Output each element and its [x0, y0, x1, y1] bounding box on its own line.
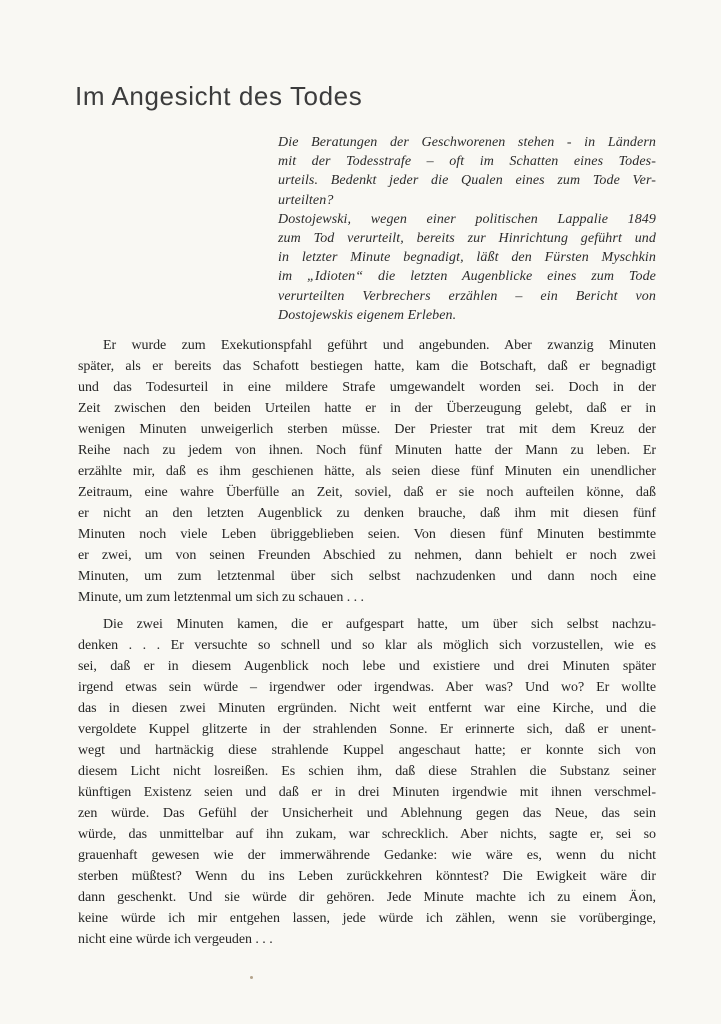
text-line: denken . . . Er versuchte so schnell und so klar als möglich sich vorzustellen, wie es	[78, 638, 656, 653]
text-line: und das Todesurteil in eine mildere Strafe umgewandelt worden sei. Doch in der	[78, 380, 656, 395]
text-line: Er wurde zum Exekutionspfahl geführt und angebunden. Aber zwanzig Minuten	[103, 338, 656, 353]
text-line: zum Tod verurteilt, bereits zur Hinrichtung geführt und	[278, 231, 656, 247]
paragraph	[278, 210, 656, 325]
text-line: das in diesen zwei Minuten ergründen. Nicht weit entfernt war eine Kirche, und die	[78, 701, 656, 716]
text-line: in letzter Minute begnadigt, läßt den Fürsten Myschkin	[278, 250, 656, 266]
text-line: Minuten noch viele Leben übriggeblieben seien. Von diesen fünf Minuten bestimmte	[78, 527, 656, 542]
text-line: urteilten?	[278, 192, 334, 208]
body-text-block	[78, 335, 656, 950]
text-line: Reihe nach zu jedem von ihnen. Noch fünf Minuten hatte der Mann zu leben. Er	[78, 443, 656, 458]
paragraph	[78, 614, 656, 950]
text-line: Minute, um zum letztenmal um sich zu schauen . . .	[78, 590, 364, 605]
text-line: irgend etwas sein würde – irgendwer oder irgendwas. Aber was? Und wo? Er wollte	[78, 680, 656, 695]
text-line: er nicht an den letzten Augenblick zu denken brauche, daß ihm mit diesen fünf	[78, 506, 656, 521]
text-line: sterben müßtest? Wenn du ins Leben zurückkehren könntest? Die Ewigkeit wäre dir	[78, 869, 656, 884]
text-line: wegt und hartnäckig diese strahlende Kuppel angeschaut hatte; er konnte sich von	[78, 743, 656, 758]
paragraph	[278, 133, 656, 210]
text-line: vergoldete Kuppel glitzerte in der strahlenden Sonne. Er erinnerte sich, daß er unent-	[78, 722, 656, 737]
text-line: im „Idioten“ die letzten Augenblicke eines zum Tode	[278, 269, 656, 285]
text-line: würde, das unmittelbar auf ihn zukam, war schrecklich. Aber nichts, sagte er, sei so	[78, 827, 656, 842]
text-line: künftigen Existenz seien und daß er in drei Minuten irgendwie mit ihnen verschmel-	[78, 785, 656, 800]
text-line: Dostojewski, wegen einer politischen Lappalie 1849	[278, 211, 656, 227]
text-line: wenigen Minuten unweigerlich sterben müsse. Der Priester trat mit dem Kreuz der	[78, 422, 656, 437]
text-line: dann geschenkt. Und sie würde dir gehören. Jede Minute machte ich zu einem Äon,	[78, 890, 656, 905]
text-line: sei, daß er in diesem Augenblick noch lebe und existiere und drei Minuten später	[78, 659, 656, 674]
paragraph	[78, 335, 656, 608]
text-line: zen würde. Das Gefühl der Unsicherheit und Ablehnung gegen das Neue, das sein	[78, 806, 656, 821]
text-line: Die Beratungen der Geschworenen stehen - in Ländern	[278, 135, 656, 150]
text-line: später, als er bereits das Schafott bestiegen hatte, kam die Botschaft, daß er begnadigt	[78, 359, 656, 374]
text-line: Minuten, um zum letztenmal über sich selbst nachzudenken und dann noch eine	[78, 569, 656, 584]
text-line: mit der Todesstrafe – oft im Schatten eines Todes-	[278, 154, 656, 170]
text-line: Die zwei Minuten kamen, die er aufgespart hatte, um über sich selbst nachzu-	[103, 617, 656, 632]
text-line: urteils. Bedenkt jeder die Qualen eines zum Tode Ver-	[278, 173, 656, 189]
text-line: grauenhaft gewesen wie der immerwährende Gedanke: wie wäre es, wenn du nicht	[78, 848, 656, 863]
text-line: Zeitraum, eine wahre Überfülle an Zeit, soviel, daß er sie noch aufteilen könne, daß	[78, 485, 656, 500]
intro-block	[278, 133, 656, 325]
text-line: Dostojewskis eigenem Erleben.	[278, 307, 457, 323]
text-line: Zeit zwischen den beiden Urteilen hatte er in der Überzeugung gelebt, daß er in	[78, 401, 656, 416]
text-line: verurteilten Verbrechers erzählen – ein Bericht von	[278, 288, 656, 304]
text-line: erzählte mir, daß es ihm geschienen hätte, als seien diese fünf Minuten ein unendlicher	[78, 464, 656, 479]
text-line: keine würde ich mir entgehen lassen, jede würde ich zählen, wenn sie vorüberginge,	[78, 911, 656, 926]
text-line: nicht eine würde ich vergeuden . . .	[78, 932, 273, 947]
page-title: Im Angesicht des Todes	[75, 81, 363, 111]
print-speck	[250, 976, 253, 979]
text-line: er zwei, um von seinen Freunden Abschied zu nehmen, dann behielt er noch zwei	[78, 548, 656, 563]
text-line: diesem Licht nicht losreißen. Es schien ihm, daß diese Strahlen die Substanz seiner	[78, 764, 656, 779]
